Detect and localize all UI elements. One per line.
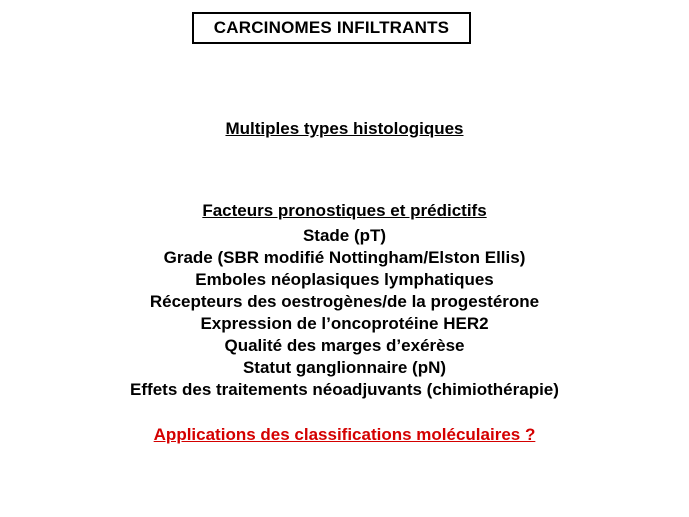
factor-lymph-node-status: Statut ganglionnaire (pN) xyxy=(242,358,447,377)
factors-heading-line xyxy=(0,200,689,221)
molecular-classifications-question: Applications des classifications moléculaires ? xyxy=(153,425,536,444)
factor-her2-expression: Expression de l’oncoprotéine HER2 xyxy=(200,314,489,333)
factor-stage: Stade (pT) xyxy=(302,226,387,245)
factor-neoadjuvant-effects: Effets des traitements néoadjuvants (chimiothérapie) xyxy=(130,380,559,399)
factor-hormone-receptors: Récepteurs des oestrogènes/de la progestérone xyxy=(149,292,540,311)
slide-title: CARCINOMES INFILTRANTS xyxy=(213,18,450,37)
factors-list xyxy=(0,225,689,401)
subtitle-line xyxy=(0,118,689,139)
factor-grade: Grade (SBR modifié Nottingham/Elston Ellis) xyxy=(163,248,526,267)
factor-lymphatic-emboli: Emboles néoplasiques lymphatiques xyxy=(195,270,494,289)
applications-line xyxy=(0,424,689,445)
factors-heading: Facteurs pronostiques et prédictifs xyxy=(202,201,487,220)
slide-title-box xyxy=(192,12,471,44)
histological-types-subtitle: Multiples types histologiques xyxy=(225,119,464,138)
factor-excision-margins: Qualité des marges d’exérèse xyxy=(224,336,465,355)
